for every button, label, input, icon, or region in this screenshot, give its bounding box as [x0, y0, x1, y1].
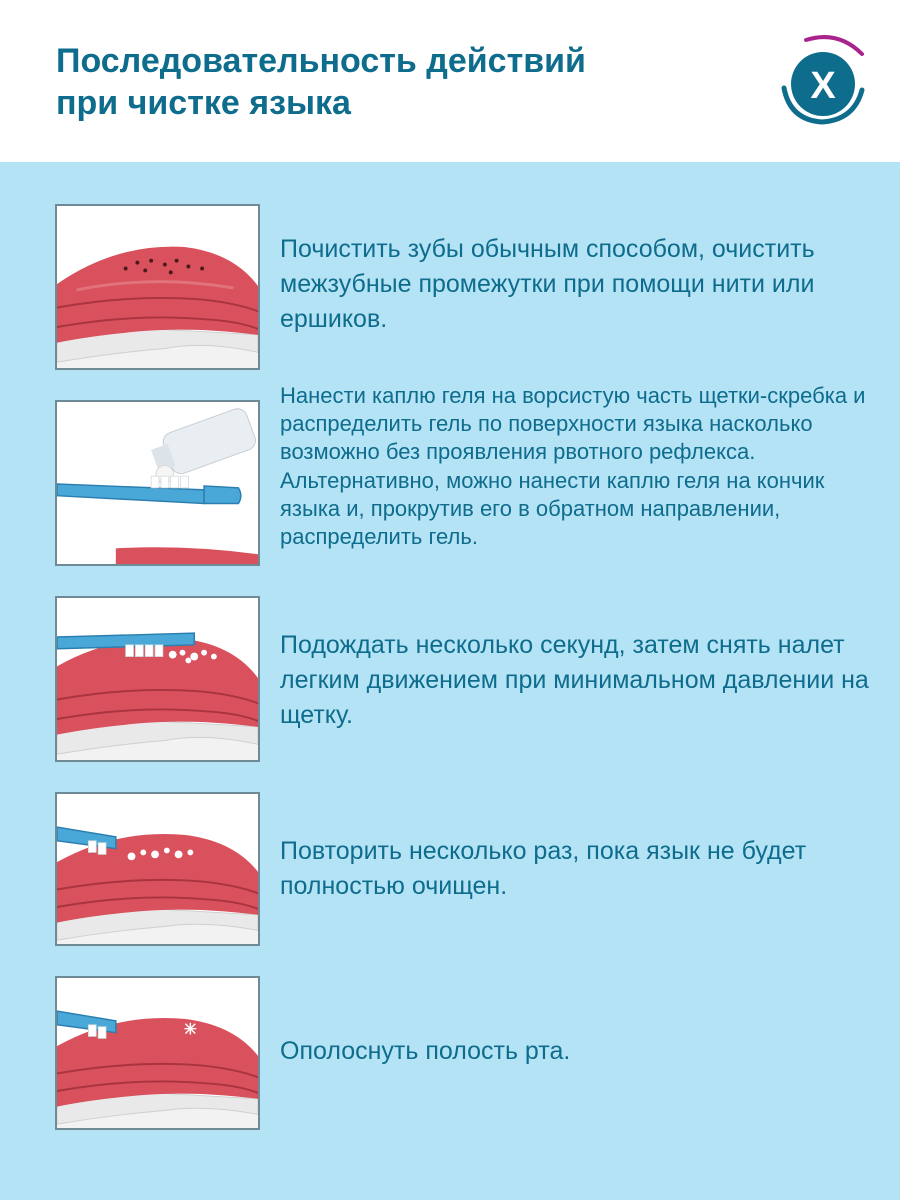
- step-5-text: Ополоснуть полость рта.: [280, 1037, 571, 1065]
- page-title-line-1: Последовательность действий: [56, 42, 586, 80]
- step-4-text: Повторить несколько раз, пока язык не будет полностью очищен.: [280, 837, 807, 900]
- clean-tongue-icon: [55, 976, 260, 1130]
- page-title-line-2: при чистке языка: [56, 84, 351, 122]
- logo-letter: X: [810, 65, 836, 107]
- step-1-text: Почистить зубы обычным способом, очистить межзубные промежутки при помощи нити или ершиков.: [280, 235, 815, 333]
- step-2-text: Нанести каплю геля на ворсистую часть щетки-скребка и распределить гель по поверхности языка насколько возможно без проявления рвотного рефлекса. Альтернативно, можно нанести каплю геля на кончик языка и, прокрутив его в обратном направлении, распределить гель.: [280, 383, 866, 550]
- gel-on-brush-icon: [55, 400, 260, 566]
- x-circle-logo-icon: [776, 28, 868, 130]
- brush-on-tongue-icon: [55, 596, 260, 762]
- tongue-with-dots-icon: [55, 204, 260, 370]
- step-3-text: Подождать несколько секунд, затем снять налет легким движением при минимальном давлении на щетку.: [280, 631, 869, 729]
- page-title: [56, 40, 736, 124]
- header: [0, 0, 900, 162]
- brush-repeat-icon: [55, 792, 260, 946]
- steps-panel: [0, 162, 900, 1200]
